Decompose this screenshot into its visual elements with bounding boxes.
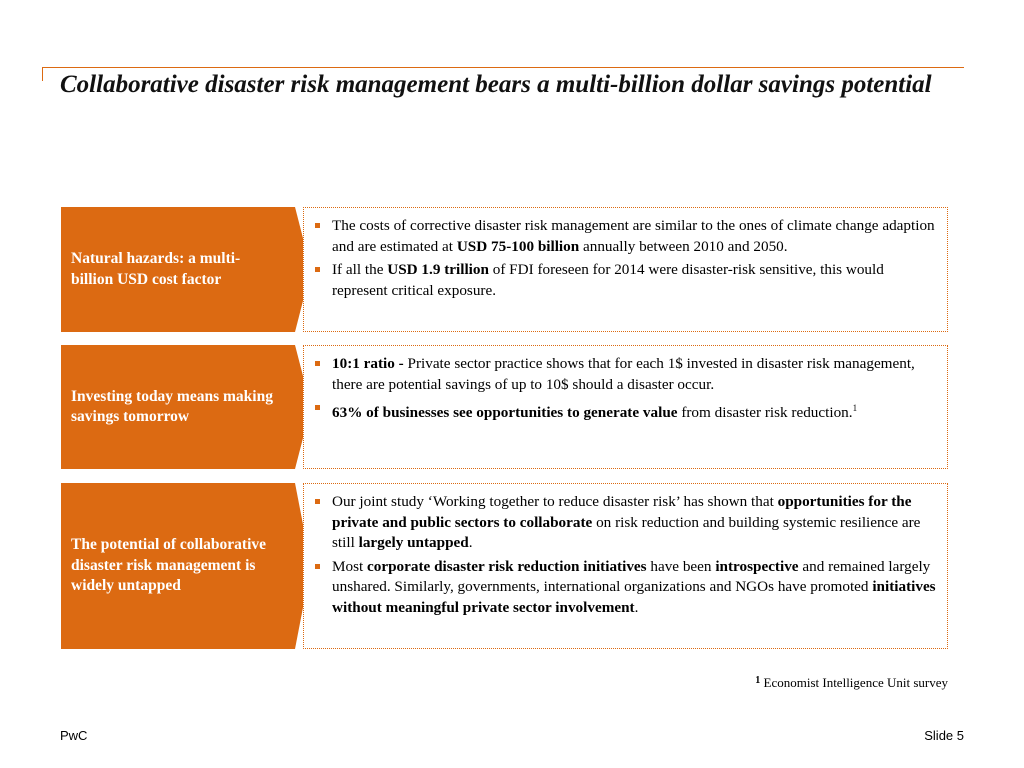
bullet-bold: USD 1.9 trillion [387, 261, 489, 278]
square-bullet-icon [315, 223, 320, 228]
bullet-item [332, 354, 937, 395]
footer-brand: PwC [60, 728, 88, 743]
bullet-text: Our joint study ‘Working together to reduce disaster risk’ has shown that [332, 493, 778, 510]
bullet-text: and remained largely unshared. Similarly, governments, international organizations and NGOs have promoted [332, 557, 931, 595]
bullet-text: Private sector practice shows that for each 1$ invested in disaster risk management, there are potential savings of up to 10$ should a disaster occur. [332, 355, 915, 393]
bullet-bold: 63% of businesses see opportunities to generate value [332, 404, 678, 422]
bullet-bold: corporate disaster risk reduction initiatives [367, 557, 647, 575]
bullet-bold: USD 75-100 billion [456, 237, 580, 255]
bullet-text: have been [646, 557, 716, 575]
content-box [303, 483, 948, 649]
square-bullet-icon [315, 361, 320, 366]
footnote [755, 675, 948, 691]
footnote-text: Economist Intelligence Unit survey [760, 675, 948, 690]
chevron-label: Natural hazards: a multi-billion USD cost factor [71, 250, 241, 288]
bullet-item [332, 260, 937, 301]
slide-number: Slide 5 [924, 728, 964, 743]
header-rule [42, 67, 964, 68]
bullet-text: . [468, 534, 473, 551]
bullet-item [332, 216, 937, 257]
bullet-text: on risk reduction and building systemic resilience are still [332, 513, 921, 551]
bullet-text: If all the [332, 261, 388, 278]
bullet-list [332, 216, 937, 301]
bullet-text: Most [332, 557, 368, 575]
square-bullet-icon [315, 564, 320, 569]
footnote-ref: 1 [852, 403, 858, 413]
square-bullet-icon [315, 267, 320, 272]
bullet-item [332, 557, 937, 619]
header-rule-tick [42, 67, 43, 81]
bullet-item [332, 492, 937, 554]
bullet-bold: 10:1 ratio - [332, 355, 404, 372]
slide-title: Collaborative disaster risk management bears a multi-billion dollar savings potential [60, 71, 932, 98]
row-natural-hazards [61, 207, 948, 332]
chevron-label: Investing today means making savings tomorrow [71, 387, 273, 425]
bullet-bold: introspective [715, 557, 799, 575]
bullet-item [332, 398, 937, 424]
footnote-marker: 1 [755, 675, 761, 686]
bullet-bold: largely untapped [358, 534, 469, 551]
bullet-text: from disaster risk reduction. [677, 404, 853, 422]
bullet-text: . [634, 598, 639, 616]
bullet-text: The costs of corrective disaster risk management are similar to the ones of climate change adaption and are estimated at [332, 217, 935, 255]
bullet-list [332, 354, 937, 424]
square-bullet-icon [315, 499, 320, 504]
bullet-text: of FDI foreseen for 2014 were disaster-risk sensitive, this would represent critical exposure. [332, 261, 884, 299]
chevron-label: The potential of collaborative disaster risk management is widely untapped [71, 536, 267, 595]
bullet-bold: opportunities for the private and public sectors to collaborate [332, 493, 912, 531]
row-investing-today [61, 345, 948, 469]
row-potential-untapped [61, 483, 948, 649]
bullet-bold: initiatives without meaningful private sector involvement [332, 578, 936, 616]
bullet-text: annually between 2010 and 2050. [579, 237, 788, 255]
bullet-list [332, 492, 937, 618]
square-bullet-icon [315, 405, 320, 410]
content-box [303, 345, 948, 469]
content-box [303, 207, 948, 332]
